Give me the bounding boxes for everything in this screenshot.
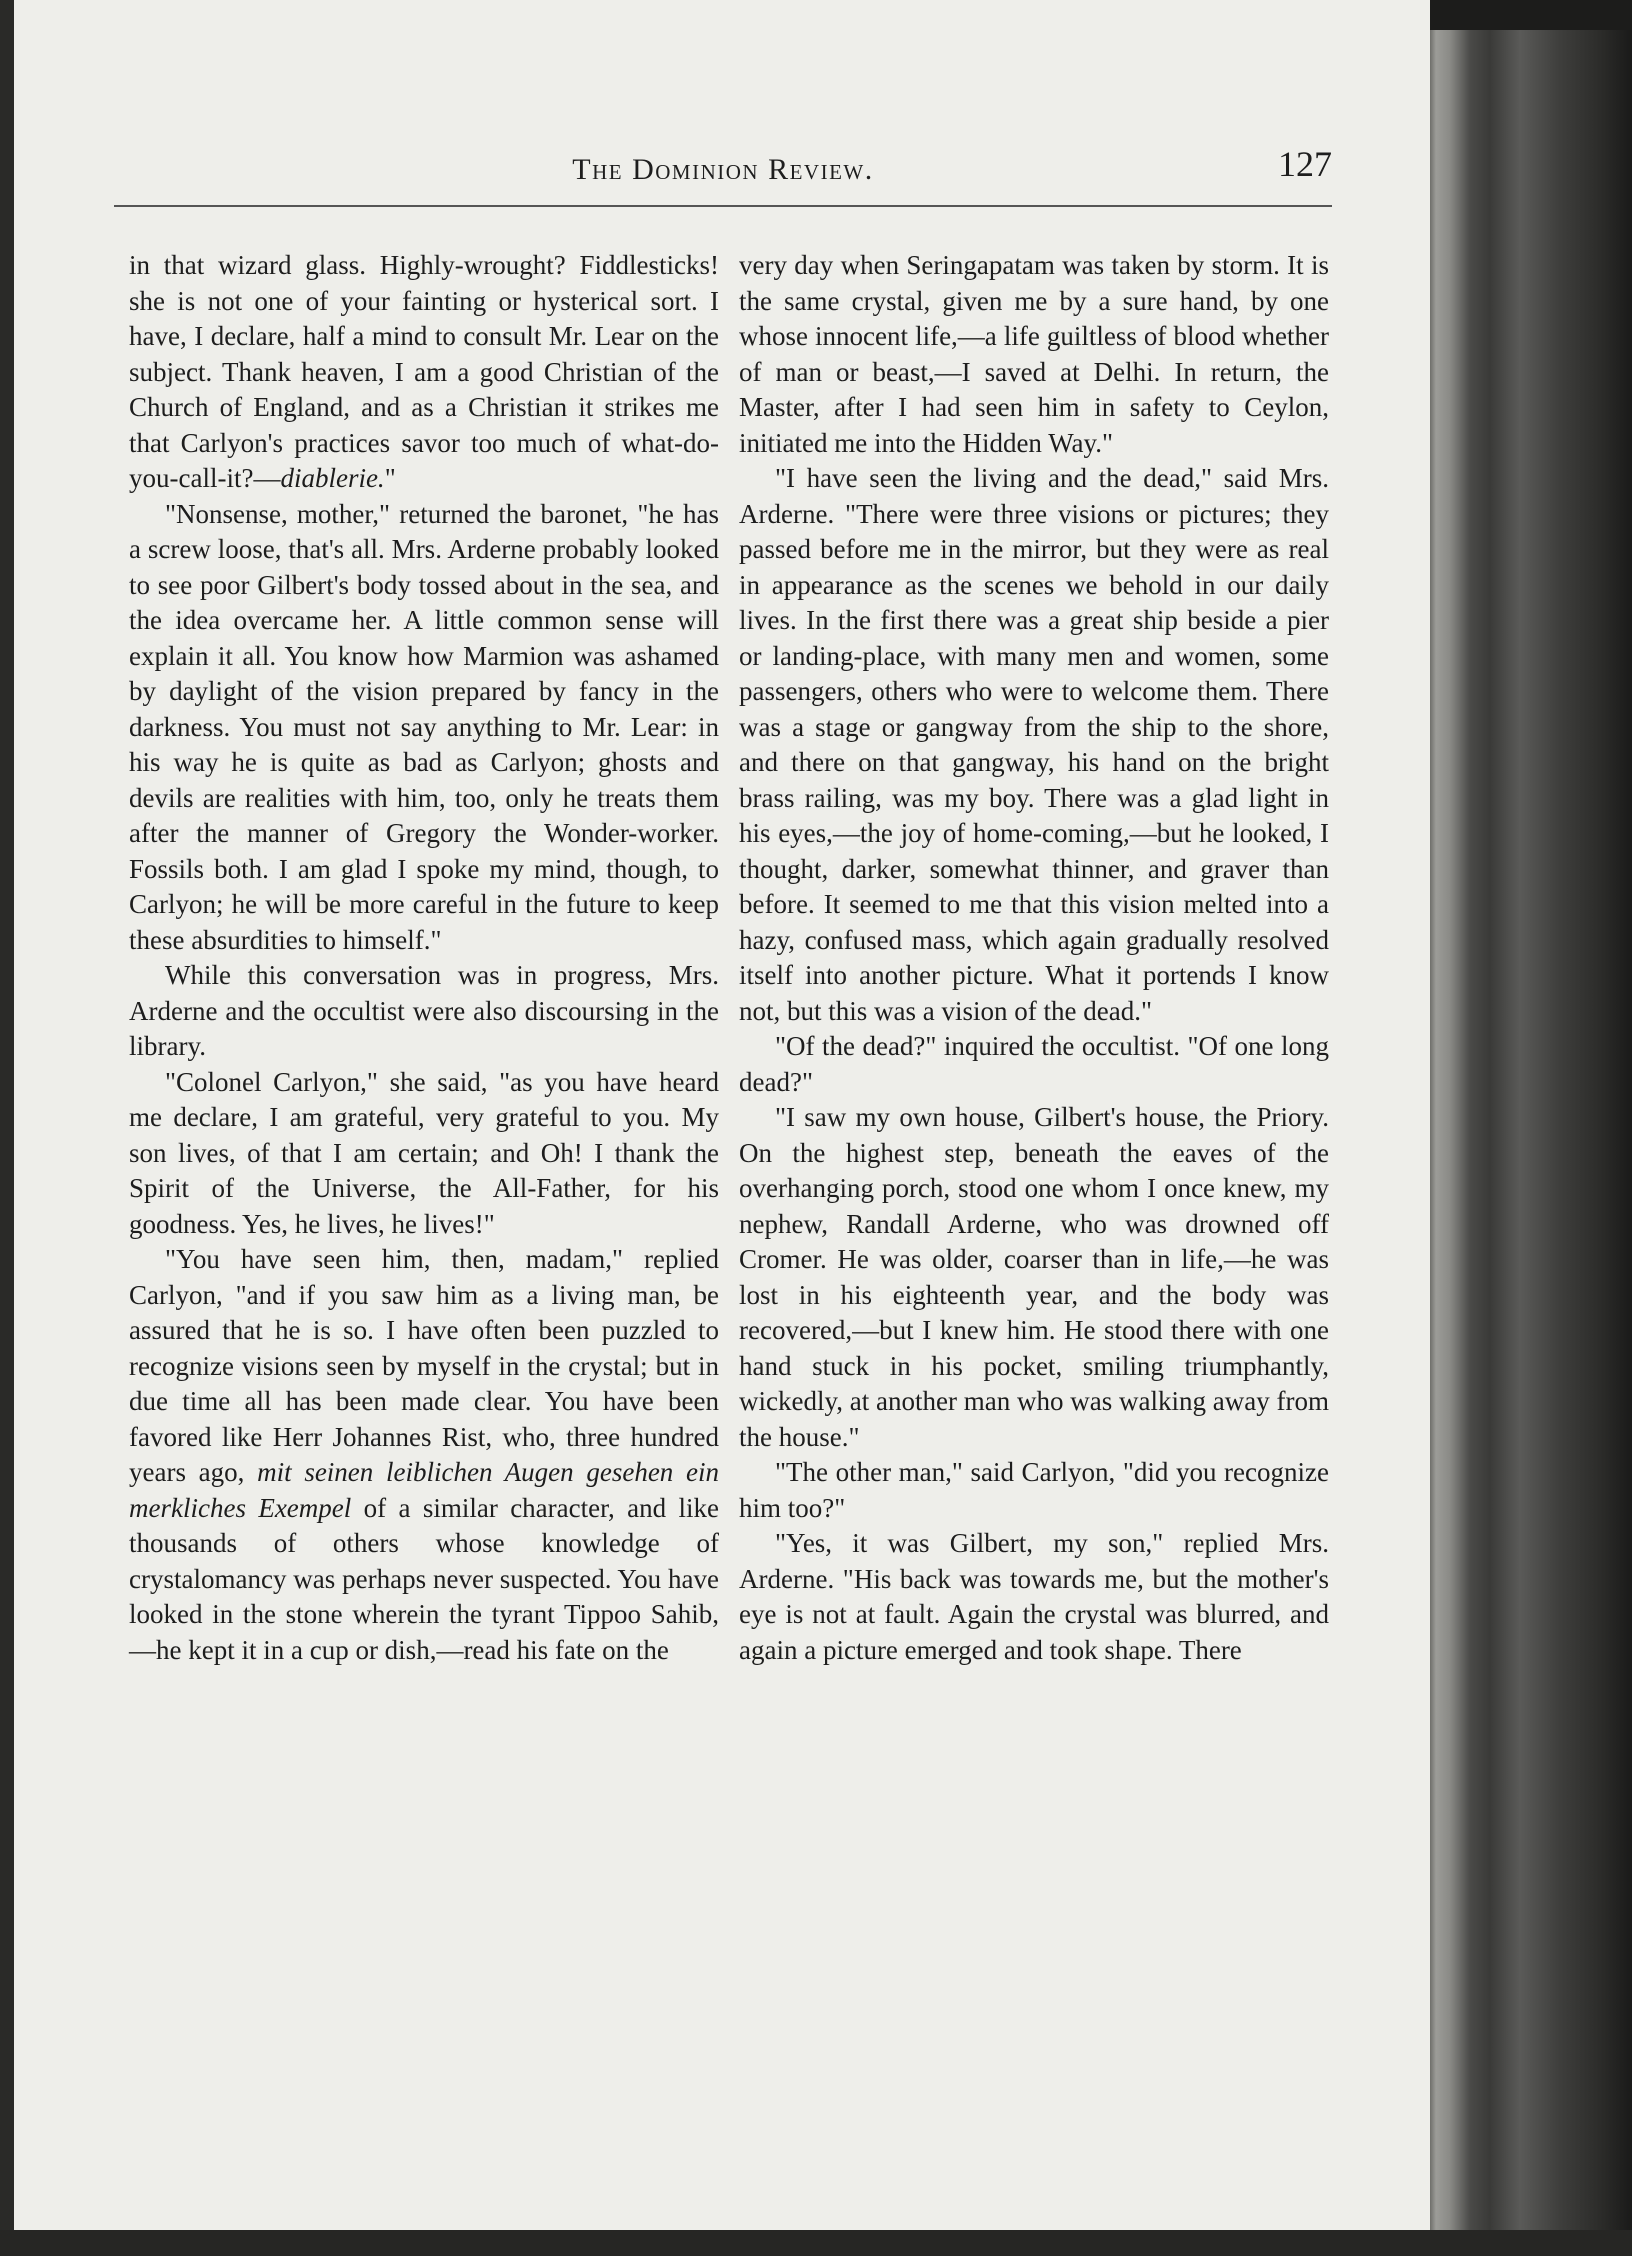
paragraph: "Yes, it was Gilbert, my son," replied Mrs. Arderne. "His back was towards me, but the mother's eye is not at fault. Again the crystal was blurred, and again a picture emerged and took shape. There (739, 1528, 1329, 1665)
paragraph: While this conversation was in progress, Mrs. Arderne and the occultist were also discoursing in the library. (129, 960, 719, 1061)
page-header (114, 125, 1332, 207)
running-head: The Dominion Review. (572, 153, 874, 186)
left-column (129, 248, 719, 1668)
page-number: 127 (1278, 144, 1332, 184)
bottom-edge (0, 2230, 1632, 2256)
paragraph: "Nonsense, mother," returned the baronet, "he has a screw loose, that's all. Mrs. Arderne probably looked to see poor Gilbert's body tossed about in the sea, and the idea overcame her. A little common sense will explain it all. You know how Marmion was ashamed by daylight of the vision prepared by fancy in the darkness. You must not say anything to Mr. Lear: in his way he is quite as bad as Carlyon; ghosts and devils are realities with him, too, only he treats them after the manner of Gregory the Wonder-worker. Fossils both. I am glad I spoke my mind, though, to Carlyon; he will be more careful in the future to keep these absurdities to himself." (129, 498, 719, 955)
paragraph: "Colonel Carlyon," she said, "as you have heard me declare, I am grateful, very grateful to you. My son lives, of that I am certain; and Oh! I thank the Spirit of the Universe, the All-Father, for his goodness. Yes, he lives, he lives!" (129, 1066, 719, 1239)
paragraph: "The other man," said Carlyon, "did you recognize him too?" (739, 1457, 1329, 1523)
right-column (739, 248, 1329, 1668)
paragraph: "You have seen him, then, madam," replied Carlyon, "and if you saw him as a living man, be assured that he is so. I have often been puzzled to recognize visions seen by myself in the crystal; but in due time all has been made clear. You have been favored like Herr Johannes Rist, who, three hundred years ago, mit seinen leiblichen Augen gesehen ein merkliches Exempel of a similar character, and like thousands of others whose knowledge of crystalomancy was perhaps never suspected. You have looked in the stone wherein the tyrant Tippoo Sahib,—he kept it in a cup or dish,—read his fate on the (129, 1244, 719, 1665)
paragraph: "Of the dead?" inquired the occultist. "Of one long dead?" (739, 1031, 1329, 1097)
left-page-edge (0, 0, 14, 2256)
paragraph: very day when Seringapatam was taken by storm. It is the same crystal, given me by a sure hand, by one whose innocent life,—a life guiltless of blood whether of man or beast,—I saved at Delhi. In return, the Master, after I had seen him in safety to Ceylon, initiated me into the Hidden Way." (739, 250, 1329, 458)
paragraph: "I have seen the living and the dead," said Mrs. Arderne. "There were three visions or pictures; they passed before me in the mirror, but they were as real in appearance as the scenes we behold in our daily lives. In the first there was a great ship beside a pier or landing-place, with many men and women, some passengers, others who were to welcome them. There was a stage or gangway from the ship to the shore, and there on that gangway, his hand on the bright brass railing, was my boy. There was a glad light in his eyes,—the joy of home-coming,—but he looked, I thought, darker, somewhat thinner, and graver than before. It seemed to me that this vision melted into a hazy, confused mass, which again gradually resolved itself into another picture. What it portends I know not, but this was a vision of the dead." (739, 463, 1329, 1026)
book-binding-edge (1430, 30, 1632, 2230)
book-page (14, 0, 1430, 2230)
paragraph: in that wizard glass. Highly-wrought? Fiddlesticks! she is not one of your fainting or hysterical sort. I have, I declare, half a mind to consult Mr. Lear on the subject. Thank heaven, I am a good Christian of the Church of England, and as a Christian it strikes me that Carlyon's practices savor too much of what-do-you-call-it?—diablerie." (129, 250, 719, 493)
binding-top (1430, 0, 1632, 30)
paragraph: "I saw my own house, Gilbert's house, the Priory. On the highest step, beneath the eaves of the overhanging porch, stood one whom I once knew, my nephew, Randall Arderne, who was drowned off Cromer. He was older, coarser than in life,—he was lost in his eighteenth year, and the body was recovered,—but I knew him. He stood there with one hand stuck in his pocket, smiling triumphantly, wickedly, at another man who was walking away from the house." (739, 1102, 1329, 1452)
